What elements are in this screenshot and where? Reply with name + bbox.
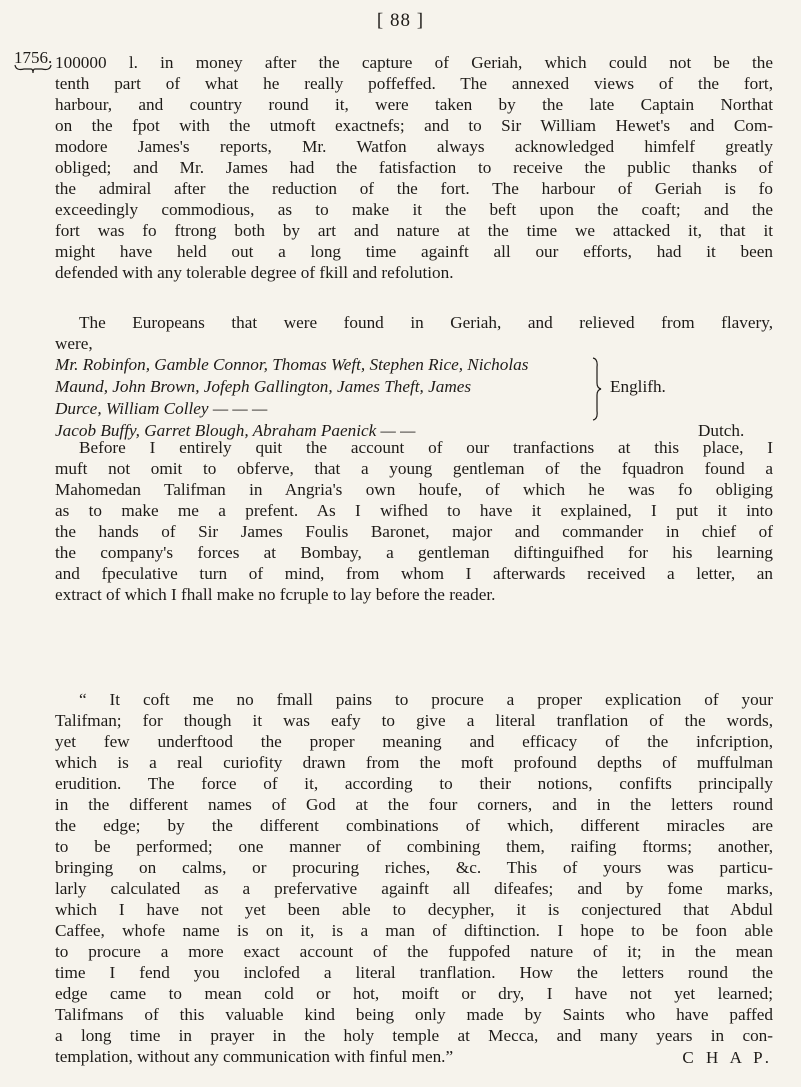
text-line: Talifmans of this valuable kind being only made by Saints who have paffed xyxy=(55,1005,773,1024)
text-line: harbour, and country round it, were taken by the late Captain Northat xyxy=(55,95,773,114)
text-line: to procure a more exact account of the fuppofed nature of it; in the mean xyxy=(55,942,773,961)
text-line: as to make me a prefent. As I wifhed to have it explained, I put it into xyxy=(55,501,773,520)
text-line: Caffee, whofe name is on it, is a man of diftinction. I hope to be foon able xyxy=(55,921,773,940)
text-line: defended with any tolerable degree of fkill and refolution. xyxy=(55,263,454,282)
paragraph-talisman-account xyxy=(55,437,773,605)
names-row: Jacob Buffy, Garret Blough, Abraham Paenick — — xyxy=(55,421,416,440)
paragraph-europeans xyxy=(55,312,773,354)
paragraph-geriah-capture xyxy=(55,52,773,283)
names-row: Maund, John Brown, Jofeph Gallington, James Theft, James xyxy=(55,377,472,396)
margin-brace xyxy=(14,64,52,74)
text-line: fort was fo ftrong both by art and nature at the time we attacked it, that it xyxy=(55,221,773,240)
text-line: a long time in prayer in the holy temple at Mecca, and many years in con- xyxy=(55,1026,773,1045)
text-line: templation, without any communication with finful men.” xyxy=(55,1047,454,1066)
text-line: erudition. The force of it, according to their notions, confifts principally xyxy=(55,774,773,793)
text-line: which I have not yet been able to decypher, it is conjectured that Abdul xyxy=(55,900,773,919)
text-line: to be performed; one manner of combining them, raifing ftorms; another, xyxy=(55,837,773,856)
text-line: in the different names of God at the four corners, and in the letters round xyxy=(55,795,773,814)
text-line: edge came to mean cold or hot, moift or dry, I have not yet learned; xyxy=(55,984,773,1003)
text-line: the hands of Sir James Foulis Baronet, major and commander in chief of xyxy=(55,522,773,541)
text-line: yet few underftood the proper meaning and efficacy of the infcription, xyxy=(55,732,773,751)
text-line: time I fend you inclofed a literal tranflation. How the letters round the xyxy=(55,963,773,982)
nationality-english: Englifh. xyxy=(610,377,666,396)
text-line: “ It coft me no fmall pains to procure a proper explication of your xyxy=(79,690,773,709)
names-list xyxy=(55,354,773,442)
text-line: the company's forces at Bombay, a gentleman diftinguifhed for his learning xyxy=(55,543,773,562)
text-line: and fpeculative turn of mind, from whom I afterwards received a letter, an xyxy=(55,564,773,583)
text-line: the admiral after the reduction of the fort. The harbour of Geriah is fo xyxy=(55,179,773,198)
text-line: bringing on calms, or procuring riches, &c. This of yours was particu- xyxy=(55,858,773,877)
text-line: 100000 l. in money after the capture of Geriah, which could not be the xyxy=(55,53,773,72)
text-line: Talifman; for though it was eafy to give a literal tranflation of the words, xyxy=(55,711,773,730)
text-line: muft not omit to obferve, that a young gentleman of the fquadron found a xyxy=(55,459,773,478)
text-line: on the fpot with the utmoft exactnefs; and to Sir William Hewet's and Com- xyxy=(55,116,773,135)
text-line: tenth part of what he really poffeffed. The annexed views of the fort, xyxy=(55,74,773,93)
text-line: the edge; by the different combinations of which, different miracles are xyxy=(55,816,773,835)
nationality-dutch: Dutch. xyxy=(698,421,745,440)
catchword: C H A P. xyxy=(682,1048,773,1067)
names-brace xyxy=(592,357,602,421)
text-line: which is a real curiofity drawn from the moft profound depths of muffulman xyxy=(55,753,773,772)
page-number: [ 88 ] xyxy=(376,10,425,31)
text-line: Mahomedan Talifman in Angria's own houfe, of which he was fo obliging xyxy=(55,480,773,499)
text-line: The Europeans that were found in Geriah, and relieved from flavery, xyxy=(79,313,773,332)
text-line: extract of which I fhall make no fcruple to lay before the reader. xyxy=(55,585,496,604)
text-line: Before I entirely quit the account of our tranfactions at this place, I xyxy=(79,438,773,457)
text-line: exceedingly commodious, as to make it the beft upon the coaft; and the xyxy=(55,200,773,219)
names-row: Mr. Robinfon, Gamble Connor, Thomas Weft, Stephen Rice, Nicholas xyxy=(55,355,529,374)
margin-year: 1756. xyxy=(14,48,53,67)
text-line: obliged; and Mr. James had the fatisfaction to receive the public thanks of xyxy=(55,158,773,177)
text-line: might have held out a long time againft all our efforts, had it been xyxy=(55,242,773,261)
text-line: were, xyxy=(55,334,93,353)
names-row: Durce, William Colley — — — xyxy=(55,399,268,418)
paragraph-letter-extract xyxy=(55,689,773,1067)
text-line: larly calculated as a prefervative againft all difeafes; and by fome marks, xyxy=(55,879,773,898)
text-line: modore James's reports, Mr. Watfon always acknowledged himfelf greatly xyxy=(55,137,773,156)
